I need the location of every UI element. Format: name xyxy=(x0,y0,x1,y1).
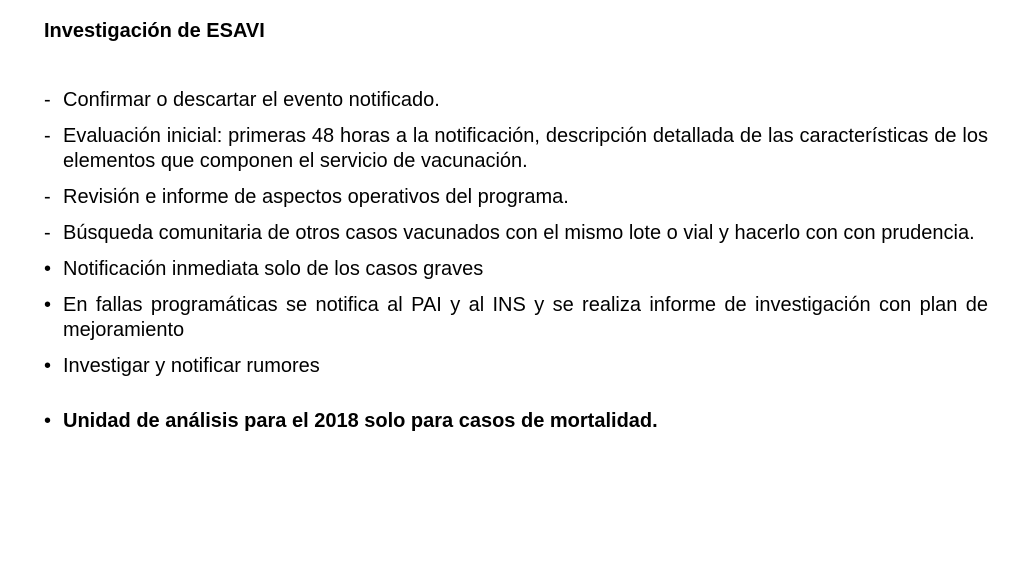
list-item-text: Revisión e informe de aspectos operativos del programa. xyxy=(63,186,569,208)
dash-marker: - xyxy=(44,125,51,147)
bullet-marker: • xyxy=(44,294,52,316)
dash-marker: - xyxy=(44,222,51,244)
list-item xyxy=(44,221,988,246)
content-list xyxy=(44,88,988,445)
list-item-highlight xyxy=(44,409,988,434)
dash-marker: - xyxy=(44,89,51,111)
list-item xyxy=(44,88,988,113)
list-item xyxy=(44,257,988,282)
list-item-text: Evaluación inicial: primeras 48 horas a la notificación, descripción detallada de las características de los elementos que componen el servicio de vacunación. xyxy=(63,125,988,172)
list-item xyxy=(44,185,988,210)
list-item xyxy=(44,354,988,379)
list-item xyxy=(44,293,988,343)
list-item-text: Notificación inmediata solo de los casos graves xyxy=(63,258,484,280)
slide-title: Investigación de ESAVI xyxy=(44,20,265,42)
bullet-marker: • xyxy=(44,258,52,280)
list-item-text: En fallas programáticas se notifica al PAI y al INS y se realiza informe de investigación con plan de mejoramiento xyxy=(63,294,988,341)
list-item xyxy=(44,124,988,174)
list-item-text: Unidad de análisis para el 2018 solo para casos de mortalidad. xyxy=(63,410,658,432)
bullet-marker: • xyxy=(44,410,52,432)
bullet-marker: • xyxy=(44,355,52,377)
list-item-text: Confirmar o descartar el evento notificado. xyxy=(63,89,440,111)
list-item-text: Búsqueda comunitaria de otros casos vacunados con el mismo lote o vial y hacerlo con con prudencia. xyxy=(63,222,975,244)
list-item-text: Investigar y notificar rumores xyxy=(63,355,320,377)
dash-marker: - xyxy=(44,186,51,208)
